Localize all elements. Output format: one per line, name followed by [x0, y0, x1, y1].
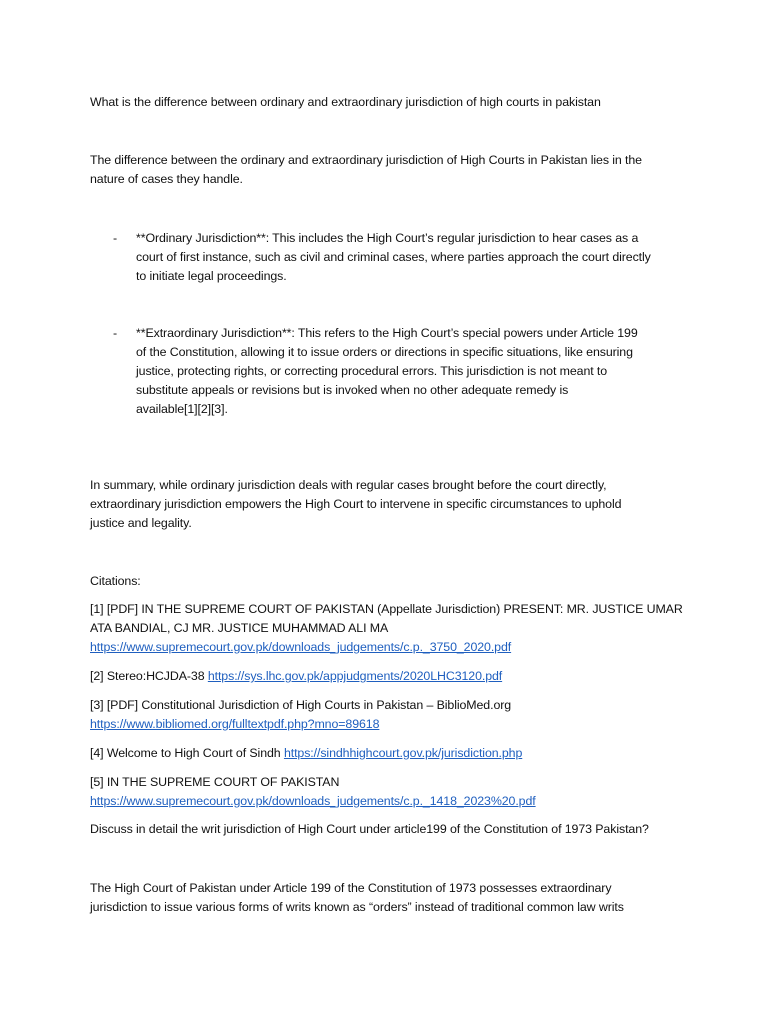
citation-link[interactable]: https://www.bibliomed.org/fulltextpdf.php?mno=89618	[90, 717, 380, 731]
bullet-line: to initiate legal proceedings.	[136, 269, 287, 283]
bullet-ordinary-jurisdiction	[136, 229, 681, 286]
bullet-line: substitute appeals or revisions but is invoked when no other adequate remedy is	[136, 383, 569, 397]
question-2: Discuss in detail the writ jurisdiction of High Court under article199 of the Constitution of 1973 Pakistan?	[90, 822, 649, 836]
citation-link[interactable]: https://sindhhighcourt.gov.pk/jurisdiction.php	[283, 746, 523, 760]
citation-text: ATA BANDIAL, CJ MR. JUSTICE MUHAMMAD ALI MA	[90, 621, 389, 635]
intro-line: nature of cases they handle.	[90, 172, 243, 186]
citation-text: [1] [PDF] IN THE SUPREME COURT OF PAKISTAN (Appellate Jurisdiction) PRESENT: MR. JUSTICE UMAR	[90, 602, 683, 616]
summary-line: In summary, while ordinary jurisdiction deals with regular cases brought before the court directly,	[90, 478, 607, 492]
bullet-line: available[1][2][3].	[136, 402, 228, 416]
citation-2	[90, 667, 690, 686]
citation-4	[90, 744, 690, 763]
bullet-line: court of first instance, such as civil and criminal cases, where parties approach the court directly	[136, 250, 651, 264]
bullet-line: **Ordinary Jurisdiction**: This includes the High Court’s regular jurisdiction to hear cases as a	[136, 231, 639, 245]
citation-link[interactable]: https://www.supremecourt.gov.pk/downloads_judgements/c.p._3750_2020.pdf	[90, 640, 512, 654]
question-1: What is the difference between ordinary and extraordinary jurisdiction of high courts in pakistan	[90, 95, 601, 109]
citation-text: [2] Stereo:HCJDA-38	[90, 669, 208, 683]
bullet-extraordinary-jurisdiction	[136, 324, 681, 419]
bullet-marker: -	[113, 326, 118, 340]
citation-text: [3] [PDF] Constitutional Jurisdiction of High Courts in Pakistan – BiblioMed.org	[90, 698, 512, 712]
citation-text: [5] IN THE SUPREME COURT OF PAKISTAN	[90, 775, 340, 789]
bullet-line: of the Constitution, allowing it to issue orders or directions in specific situations, like ensuring	[136, 345, 633, 359]
answer-line: jurisdiction to issue various forms of writs known as “orders” instead of traditional common law writs	[90, 900, 624, 914]
bullet-marker: -	[113, 231, 118, 245]
summary-paragraph	[90, 476, 690, 533]
citation-link[interactable]: https://www.supremecourt.gov.pk/downloads_judgements/c.p._1418_2023%20.pdf	[90, 794, 536, 808]
citations-heading: Citations:	[90, 574, 141, 588]
citation-3	[90, 696, 690, 734]
answer-2-paragraph	[90, 879, 710, 917]
citation-5	[90, 773, 690, 811]
bullet-line: **Extraordinary Jurisdiction**: This refers to the High Court’s special powers under Article 199	[136, 326, 638, 340]
citation-1	[90, 600, 690, 657]
summary-line: extraordinary jurisdiction empowers the High Court to intervene in specific circumstances to uphold	[90, 497, 622, 511]
summary-line: justice and legality.	[90, 516, 192, 530]
bullet-line: justice, protecting rights, or correcting procedural errors. This jurisdiction is not meant to	[136, 364, 608, 378]
answer-line: The High Court of Pakistan under Article 199 of the Constitution of 1973 possesses extraordinary	[90, 881, 612, 895]
citation-link[interactable]: https://sys.lhc.gov.pk/appjudgments/2020LHC3120.pdf	[207, 669, 503, 683]
intro-paragraph	[90, 151, 690, 189]
intro-line: The difference between the ordinary and extraordinary jurisdiction of High Courts in Pakistan lies in the	[90, 153, 642, 167]
citation-text: [4] Welcome to High Court of Sindh	[90, 746, 284, 760]
